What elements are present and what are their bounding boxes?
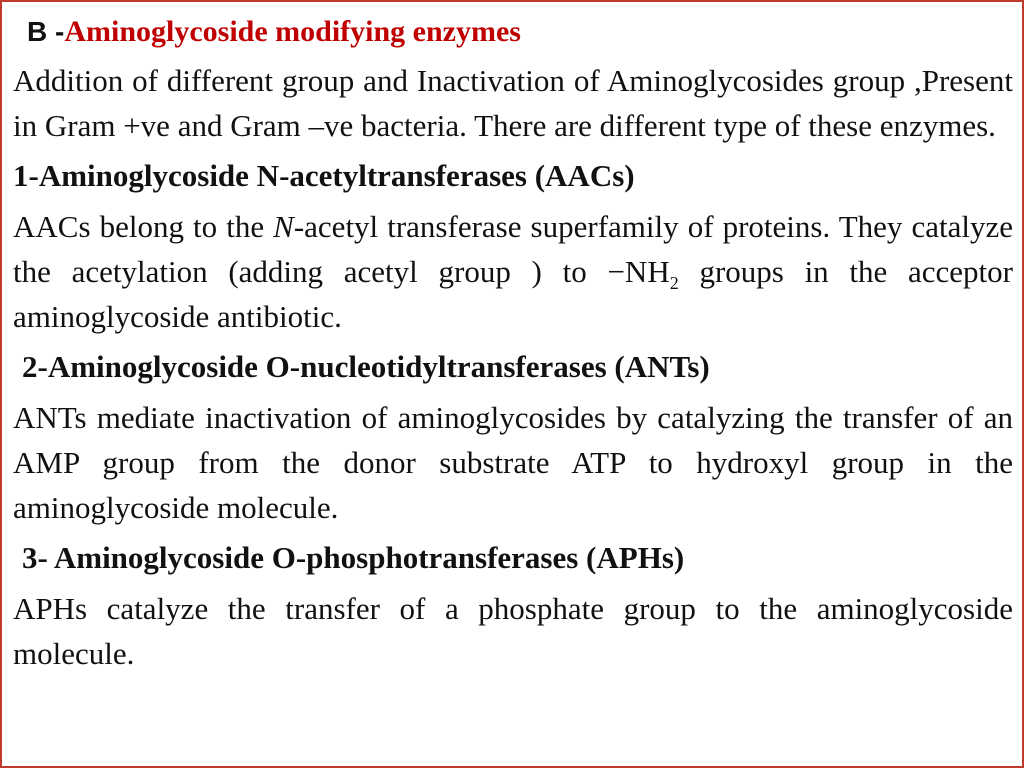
heading-prefix: B - — [27, 16, 65, 47]
section-title-aphs: 3- Aminoglycoside O-phosphotransferases (APHs) — [22, 540, 685, 575]
section-title-aacs: 1-Aminoglycoside N-acetyltransferases (AACs) — [13, 158, 635, 193]
heading-title: Aminoglycoside modifying enzymes — [64, 15, 521, 48]
slide-heading — [27, 10, 1013, 54]
aacs-text-end: groups in the acceptor aminoglycoside antibiotic. — [13, 254, 1013, 334]
section-text-ants: ANTs mediate inactivation of aminoglycosides by catalyzing the transfer of an AMP group from the donor substrate ATP to hydroxyl group in the aminoglycoside molecule. — [13, 400, 1013, 525]
aacs-text-start: AACs belong to the — [13, 209, 274, 244]
aacs-text-middle: -acetyl transferase superfamily of proteins. They catalyze the acetylation (adding acetyl group ) to −NH — [13, 209, 1014, 289]
slide-content — [13, 10, 1013, 682]
aacs-text-subscript: 2 — [669, 273, 679, 294]
section-text-aacs — [13, 204, 1013, 339]
section-title-ants: 2-Aminoglycoside O-nucleotidyltransferases (ANTs) — [22, 349, 710, 384]
aacs-text-italic: N — [273, 209, 294, 244]
intro-paragraph: Addition of different group and Inactivation of Aminoglycosides group ,Present in Gram +ve and Gram –ve bacteria. There are different type of these enzymes. — [13, 63, 1013, 143]
section-text-aphs: APHs catalyze the transfer of a phosphate group to the aminoglycoside molecule. — [13, 591, 1013, 671]
